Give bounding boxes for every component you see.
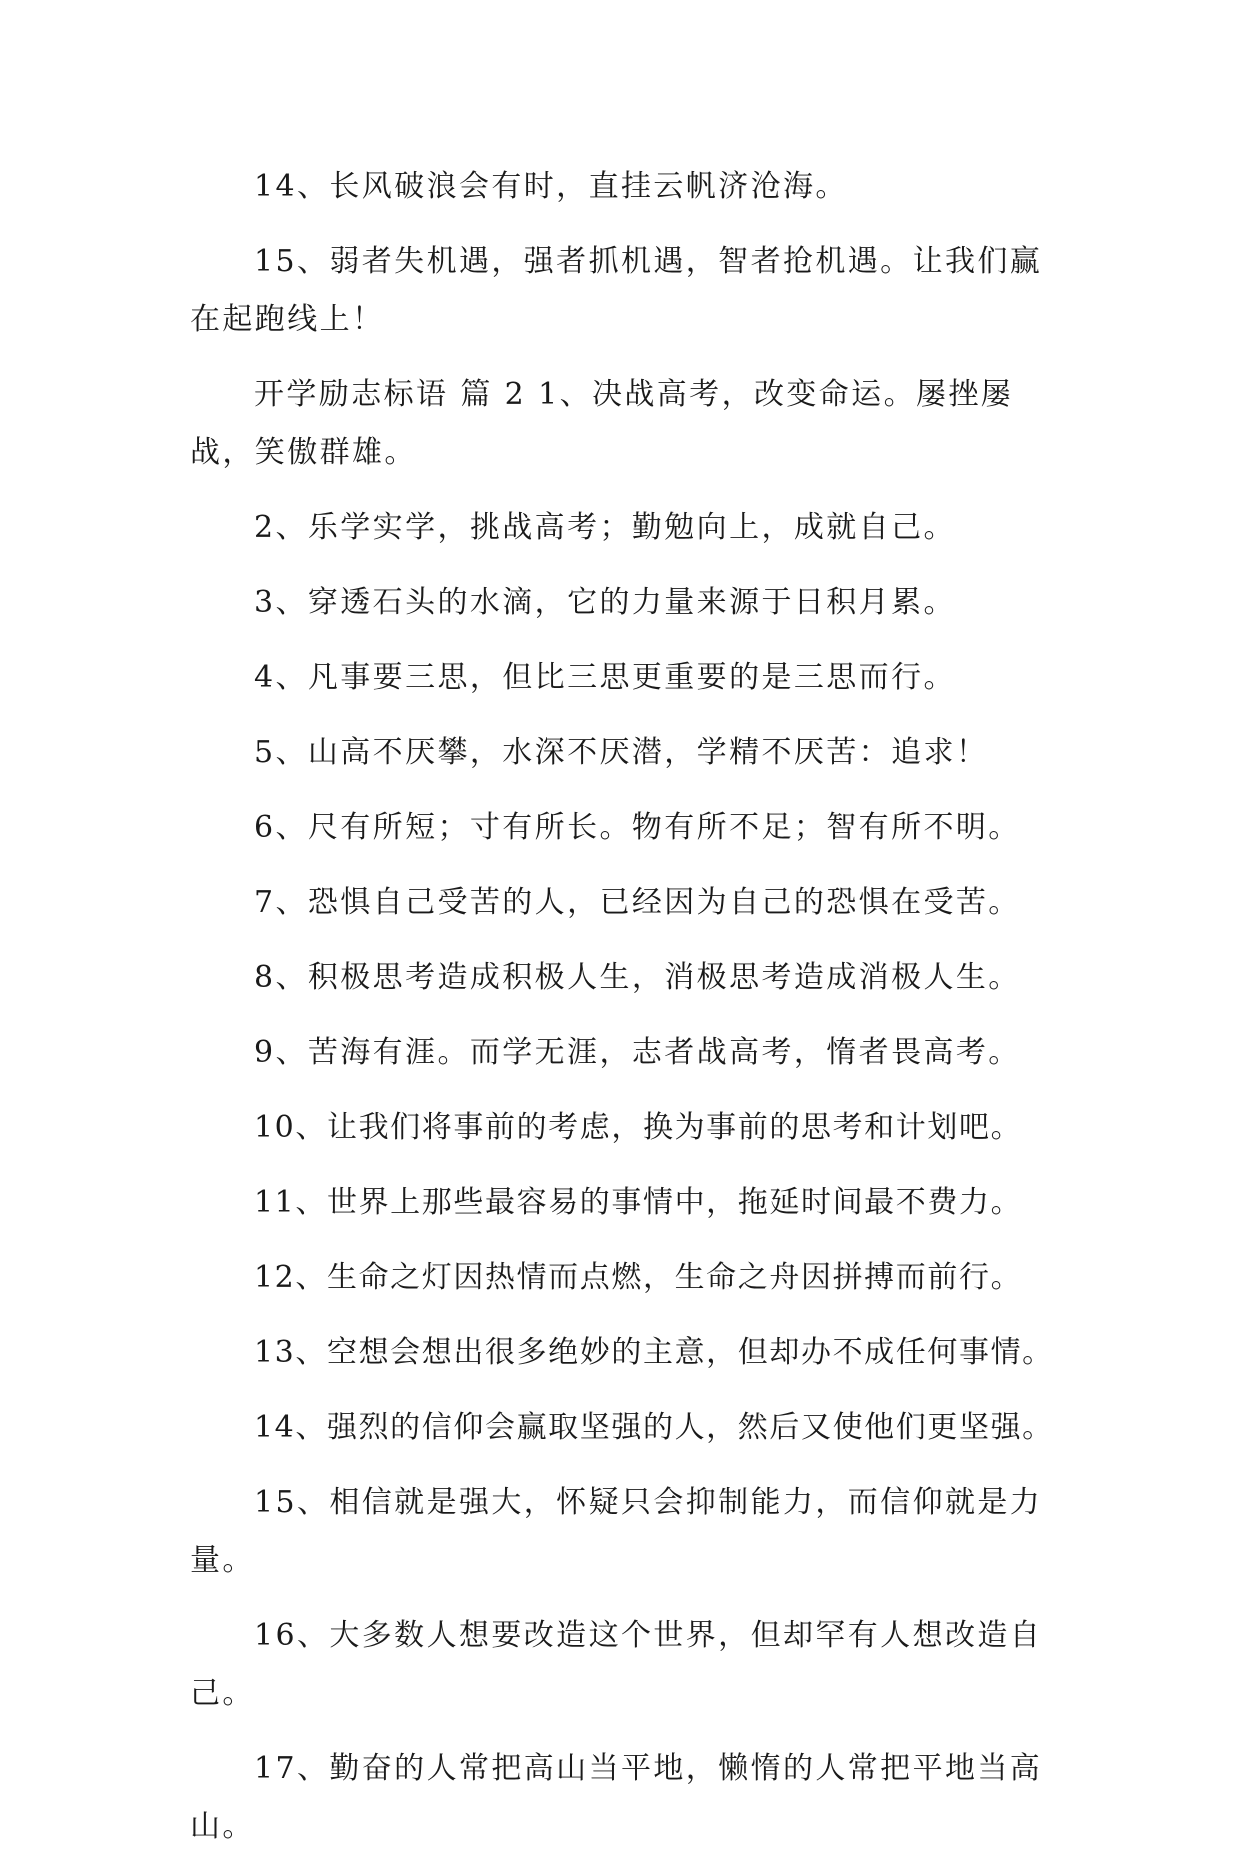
paragraph-19: 17、勤奋的人常把高山当平地，懒惰的人常把平地当高山。 [190, 1751, 1043, 1844]
paragraph-7: 5、山高不厌攀，水深不厌潜，学精不厌苦：追求！ [254, 735, 989, 770]
paragraph-1: 14、长风破浪会有时，直挂云帆济沧海。 [254, 169, 848, 204]
paragraph-10: 8、积极思考造成积极人生，消极思考造成消极人生。 [254, 960, 1021, 995]
section-heading-paragraph: 开学励志标语 篇 2 1、决战高考，改变命运。屡挫屡战，笑傲群雄。 [190, 377, 1014, 470]
document-body [190, 158, 1066, 1873]
paragraph-15: 13、空想会想出很多绝妙的主意，但却办不成任何事情。 [254, 1335, 1054, 1370]
paragraph-18: 16、大多数人想要改造这个世界，但却罕有人想改造自己。 [190, 1618, 1043, 1711]
paragraph-8: 6、尺有所短；寸有所长。物有所不足；智有所不明。 [254, 810, 1021, 845]
paragraph-17: 15、相信就是强大，怀疑只会抑制能力，而信仰就是力量。 [190, 1485, 1043, 1578]
paragraph-6: 4、凡事要三思，但比三思更重要的是三思而行。 [254, 660, 956, 695]
paragraph-14: 12、生命之灯因热情而点燃，生命之舟因拼搏而前行。 [254, 1260, 1023, 1295]
paragraph-11: 9、苦海有涯。而学无涯，志者战高考，惰者畏高考。 [254, 1035, 1021, 1070]
paragraph-4: 2、乐学实学，挑战高考；勤勉向上，成就自己。 [254, 510, 956, 545]
paragraph-16: 14、强烈的信仰会赢取坚强的人，然后又使他们更坚强。 [254, 1410, 1054, 1445]
paragraph-13: 11、世界上那些最容易的事情中，拖延时间最不费力。 [254, 1185, 1023, 1220]
paragraph-9: 7、恐惧自己受苦的人，已经因为自己的恐惧在受苦。 [254, 885, 1021, 920]
paragraph-12: 10、让我们将事前的考虑，换为事前的思考和计划吧。 [254, 1110, 1023, 1145]
paragraph-5: 3、穿透石头的水滴，它的力量来源于日积月累。 [254, 585, 956, 620]
paragraph-2: 15、弱者失机遇，强者抓机遇，智者抢机遇。让我们赢在起跑线上！ [190, 244, 1043, 337]
